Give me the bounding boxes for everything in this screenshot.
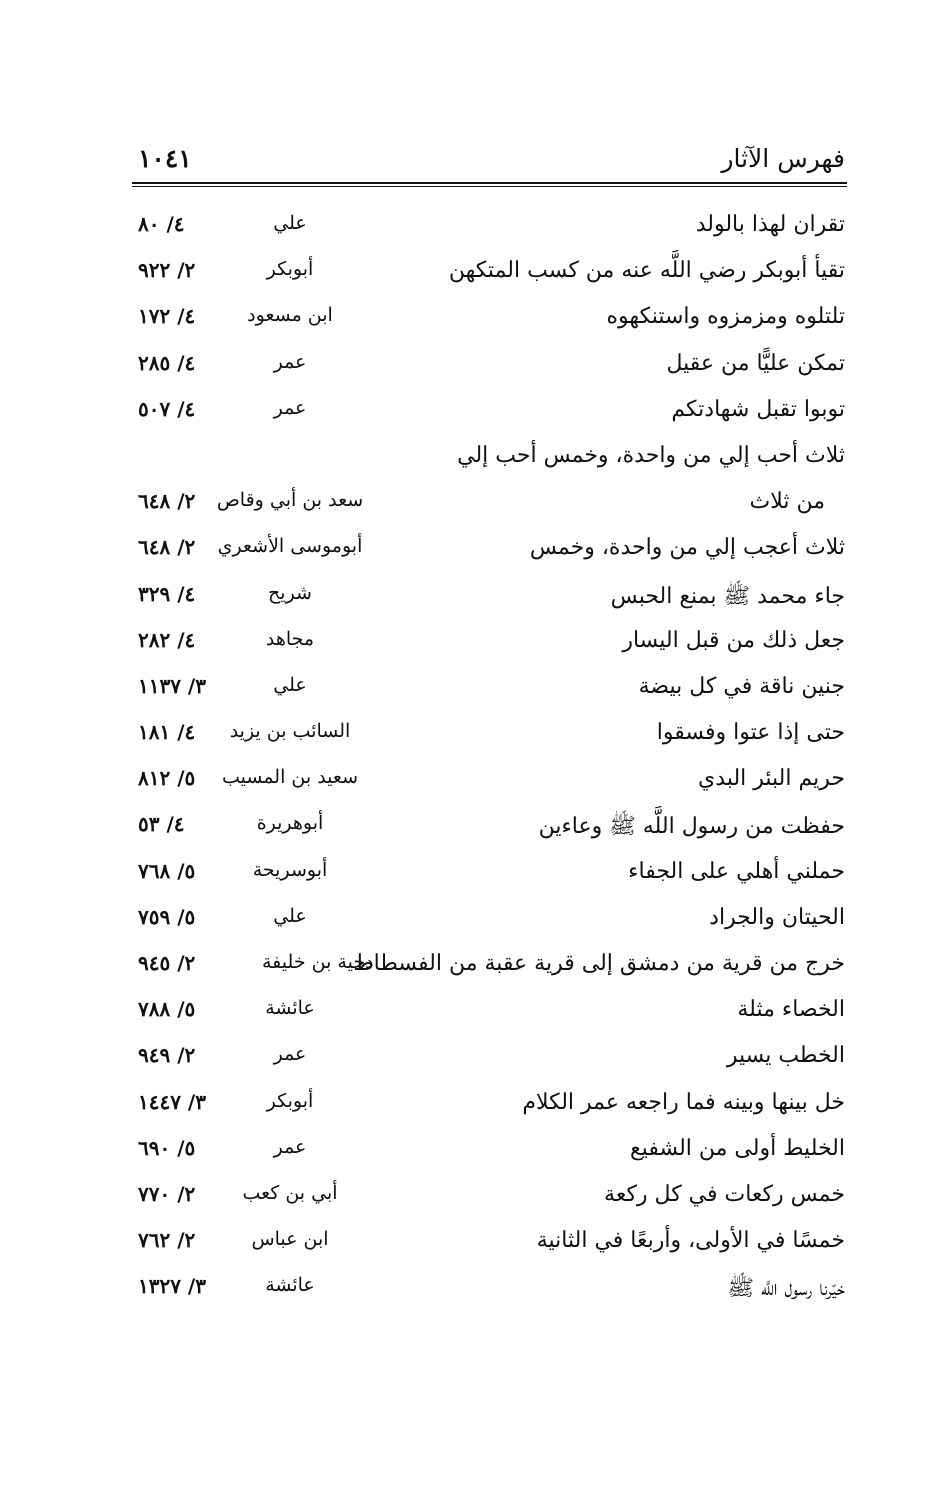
entry-reference: ٢/ ٧٧٠ — [138, 1181, 196, 1206]
entry-reference: ٢/ ٦٤٨ — [138, 489, 196, 514]
index-entry — [0, 1222, 950, 1268]
entry-narrator: علي — [273, 904, 307, 927]
entry-narrator: أبوموسى الأشعري — [217, 535, 363, 558]
entry-text: جعل ذلك من قبل اليسار — [622, 627, 845, 653]
entry-text: جاء محمد ﷺ بمنع الحبس — [610, 583, 845, 609]
entry-text: الحيتان والجراد — [709, 904, 845, 930]
index-entry — [0, 945, 950, 991]
entry-reference: ٤/ ٢٨٥ — [138, 350, 196, 375]
entry-narrator: أبوبكر — [266, 258, 314, 281]
entry-reference: ٤/ ١٨١ — [138, 720, 196, 745]
entry-text: تلتلوه ومزمزوه واستنكهوه — [606, 304, 845, 330]
entry-narrator: عائشة — [265, 997, 315, 1020]
entry-text: خل بينها وبينه فما راجعه عمر الكلام — [522, 1089, 845, 1115]
entry-reference: ٤/ ١٧٢ — [138, 304, 196, 329]
entry-narrator: ابن عباس — [251, 1228, 329, 1251]
entry-reference: ٢/ ٩٢٢ — [138, 258, 196, 283]
entry-text: الخطب يسير — [726, 1043, 845, 1069]
index-entry — [0, 991, 950, 1037]
entry-reference: ٢/ ٩٤٩ — [138, 1043, 196, 1068]
entry-narrator: سعيد بن المسيب — [221, 766, 358, 789]
index-entry — [0, 1176, 950, 1222]
entry-reference: ٥/ ٧٦٨ — [138, 858, 196, 883]
entry-text: خرج من قرية من دمشق إلى قرية عقبة من الفسطاط — [353, 951, 845, 976]
entry-text: من ثلاث — [749, 489, 825, 515]
entry-reference: ٤/ ٢٨٢ — [138, 627, 196, 652]
entry-text: ثلاث أعجب إلي من واحدة، وخمس — [529, 535, 845, 561]
index-entry — [0, 1268, 950, 1314]
entry-narrator: عمر — [273, 1043, 307, 1066]
entry-reference: ٥/ ٨١٢ — [138, 766, 196, 791]
entry-reference: ٤/ ٥٣ — [138, 812, 185, 837]
entry-text: خمس ركعات في كل ركعة — [604, 1181, 845, 1207]
entry-text: الخليط أولى من الشفيع — [629, 1135, 845, 1161]
header-divider — [132, 182, 847, 187]
entry-reference: ٢/ ٩٤٥ — [138, 951, 196, 975]
entry-text: حفظت من رسول اللَّه ﷺ وعاءين — [538, 814, 845, 840]
athar-index-list — [0, 206, 950, 1315]
entry-reference: ٣/ ١٣٢٧ — [138, 1274, 206, 1299]
entry-text: تقران لهذا بالولد — [695, 212, 845, 237]
entry-reference: ٤/ ٣٢٩ — [138, 581, 196, 606]
entry-reference: ٣/ ١٤٤٧ — [138, 1089, 206, 1114]
index-entry — [0, 298, 950, 344]
index-entry — [0, 391, 950, 437]
index-entry — [0, 622, 950, 668]
index-entry — [0, 206, 950, 252]
entry-reference: ٣/ ١١٣٧ — [138, 673, 206, 698]
entry-narrator: ابن مسعود — [247, 304, 333, 327]
entry-text: جنين ناقة في كل بيضة — [638, 673, 845, 699]
entry-reference: ٥/ ٧٨٨ — [138, 997, 196, 1022]
entry-narrator: أبي بن كعب — [242, 1181, 338, 1204]
entry-narrator: أبوسريحة — [252, 858, 328, 881]
index-entry — [0, 760, 950, 806]
entry-text: ثلاث أحب إلي من واحدة، وخمس أحب إلي — [457, 442, 845, 468]
index-entry — [0, 806, 950, 852]
entry-reference: ٤/ ٥٠٧ — [138, 396, 196, 421]
entry-reference: ٤/ ٨٠ — [138, 212, 185, 236]
entry-reference: ٢/ ٧٦٢ — [138, 1228, 196, 1253]
index-entry — [0, 1037, 950, 1083]
entry-reference: ٢/ ٦٤٨ — [138, 535, 196, 560]
index-entry — [0, 899, 950, 945]
entry-narrator: أبوهريرة — [256, 812, 324, 835]
entry-reference: ٥/ ٧٥٩ — [138, 904, 196, 929]
entry-narrator: مجاهد — [265, 627, 315, 650]
entry-narrator: عمر — [273, 350, 307, 373]
entry-reference: ٥/ ٦٩٠ — [138, 1135, 196, 1160]
entry-text: خيّرنا رسول اللَّه ﷺ — [727, 1276, 845, 1302]
entry-narrator: دحية بن خليفة — [262, 951, 374, 973]
entry-text: توبوا تقبل شهادتكم — [671, 396, 845, 422]
entry-narrator: سعد بن أبي وقاص — [216, 489, 364, 512]
index-entry — [0, 1130, 950, 1176]
entry-narrator: عمر — [273, 396, 307, 419]
index-entry — [0, 483, 950, 529]
page-number: ١٠٤١ — [138, 144, 192, 173]
entry-narrator: السائب بن يزيد — [229, 720, 351, 743]
entry-narrator: عمر — [273, 1135, 307, 1158]
entry-narrator: علي — [273, 212, 307, 234]
entry-narrator: عائشة — [265, 1274, 315, 1297]
page-header — [138, 140, 845, 184]
index-entry — [0, 1084, 950, 1130]
index-entry — [0, 529, 950, 575]
index-entry — [0, 668, 950, 714]
index-entry — [0, 252, 950, 298]
entry-text: حريم البئر البدي — [698, 766, 845, 792]
entry-text: حملني أهلي على الجفاء — [628, 858, 845, 884]
page-title: فهرس الآثار — [721, 144, 845, 173]
entry-narrator: شريح — [268, 581, 312, 604]
entry-text: الخصاء مثلة — [737, 997, 845, 1023]
index-entry — [0, 345, 950, 391]
index-entry — [0, 853, 950, 899]
entry-text: حتى إذا عتوا وفسقوا — [656, 720, 845, 746]
index-entry — [0, 437, 950, 483]
index-entry — [0, 714, 950, 760]
entry-text: تمكن عليًّا من عقيل — [666, 350, 845, 376]
entry-narrator: علي — [273, 673, 307, 696]
entry-text: تقيأ أبوبكر رضي اللَّه عنه من كسب المتكهن — [448, 258, 845, 284]
entry-narrator: أبوبكر — [266, 1089, 314, 1112]
entry-text: خمسًا في الأولى، وأربعًا في الثانية — [536, 1228, 845, 1254]
index-entry — [0, 576, 950, 622]
